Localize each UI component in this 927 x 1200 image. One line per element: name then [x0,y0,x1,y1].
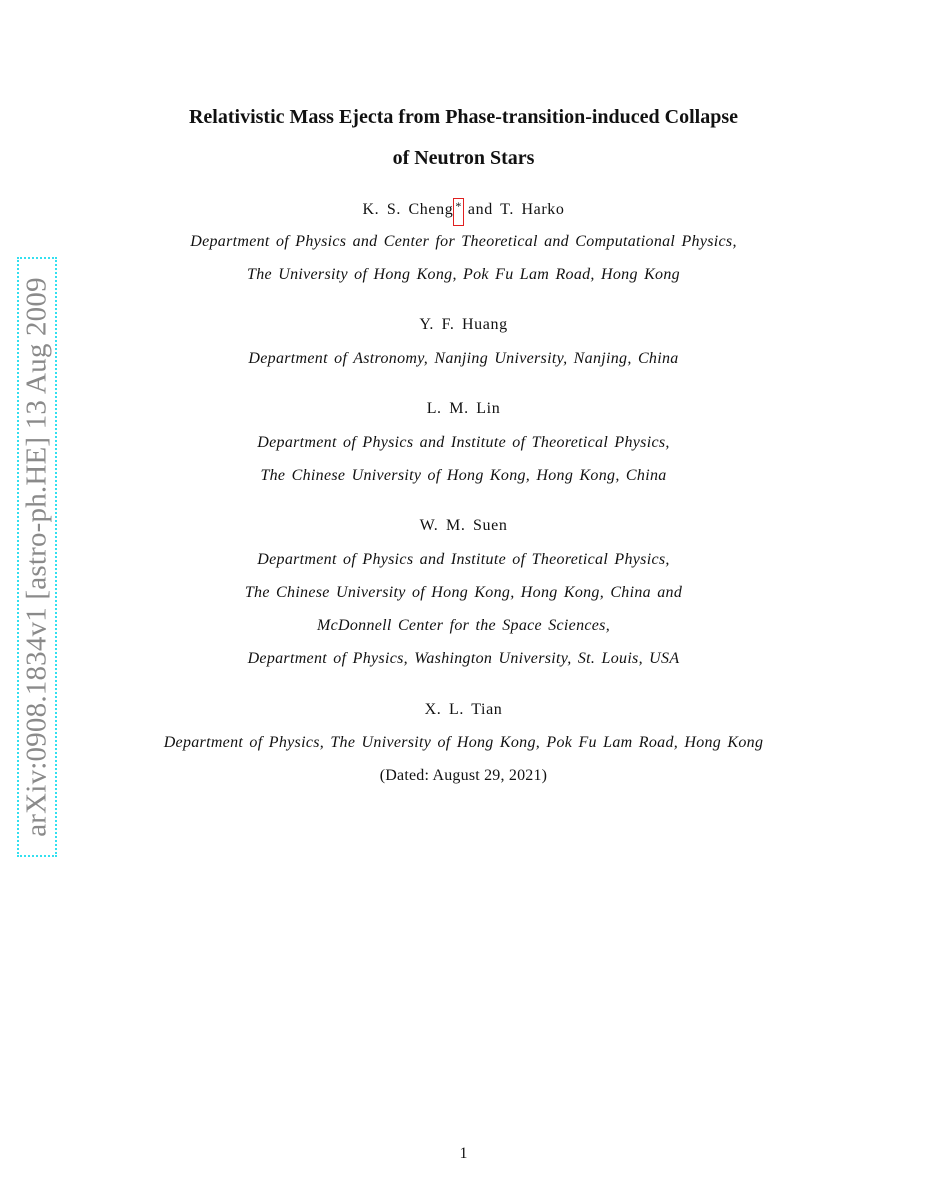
affiliation-line: Department of Physics and Institute of Theoretical Physics, [257,434,670,451]
affiliation-line: The University of Hong Kong, Pok Fu Lam Road, Hong Kong [247,266,680,283]
arxiv-stamp[interactable] [17,257,57,857]
arxiv-id: arXiv:0908.1834v1 [astro-ph.HE] 13 Aug 2009 [20,277,53,837]
affiliation-line: Department of Physics, Washington University, St. Louis, USA [247,650,680,667]
page-number: 1 [459,1145,468,1162]
footnote-link[interactable]: * [453,198,464,226]
author-line-cheng-harko [100,198,827,226]
author-line-lin: L. M. Lin [426,400,501,417]
affiliation-line: Department of Physics, The University of Hong Kong, Pok Fu Lam Road, Hong Kong [163,734,764,751]
affiliation-line: Department of Astronomy, Nanjing University, Nanjing, China [248,350,679,367]
affiliation-line: Department of Physics and Institute of Theoretical Physics, [257,551,670,568]
author-name: K. S. Cheng [362,201,454,218]
title-line-1: Relativistic Mass Ejecta from Phase-transition-induced Collapse [188,106,739,128]
dated-line: (Dated: August 29, 2021) [379,767,548,784]
affiliation-line: The Chinese University of Hong Kong, Hong Kong, China and [244,584,683,601]
title-line-2: of Neutron Stars [392,147,535,169]
affiliation-line: Department of Physics and Center for Theoretical and Computational Physics, [190,233,737,250]
author-line-tian: X. L. Tian [424,701,503,718]
affiliation-line: The Chinese University of Hong Kong, Hong Kong, China [260,467,667,484]
author-line-suen: W. M. Suen [419,517,508,534]
author-name: and T. Harko [467,201,565,218]
affiliation-line: McDonnell Center for the Space Sciences, [316,617,611,634]
paper-title [100,97,827,179]
author-line-huang: Y. F. Huang [419,316,508,333]
